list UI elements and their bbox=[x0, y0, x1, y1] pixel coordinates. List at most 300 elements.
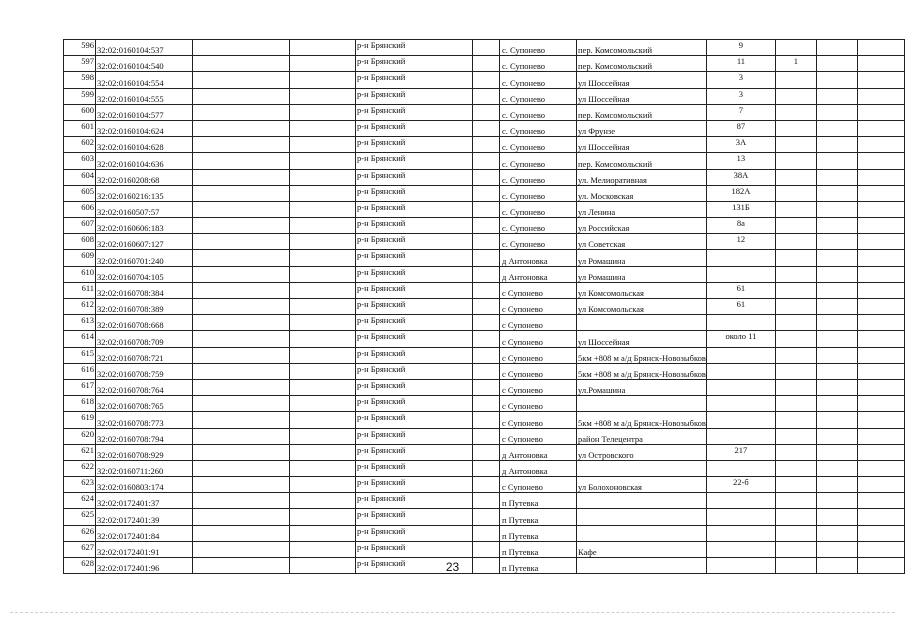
table-row bbox=[64, 379, 905, 395]
empty-cell bbox=[816, 72, 857, 88]
empty-cell bbox=[193, 250, 290, 266]
cadastral-number: 32:02:0160708:794 bbox=[96, 428, 193, 444]
house-number-cell bbox=[706, 396, 775, 412]
empty-cell bbox=[193, 396, 290, 412]
street-cell: ул Комсомольская bbox=[577, 299, 707, 315]
table-row bbox=[64, 299, 905, 315]
empty-cell bbox=[857, 40, 904, 56]
empty-cell bbox=[816, 88, 857, 104]
row-number: 614 bbox=[64, 331, 96, 347]
empty-cell bbox=[290, 347, 356, 363]
cadastral-number: 32:02:0160104:636 bbox=[96, 153, 193, 169]
house-number-cell bbox=[706, 541, 775, 557]
empty-cell bbox=[193, 104, 290, 120]
empty-cell bbox=[193, 234, 290, 250]
empty-cell bbox=[193, 299, 290, 315]
empty-cell bbox=[816, 525, 857, 541]
street-cell: пер. Комсомольский bbox=[577, 104, 707, 120]
row-number: 617 bbox=[64, 379, 96, 395]
quantity-cell bbox=[775, 509, 816, 525]
street-cell: ул Ромашина bbox=[577, 250, 707, 266]
empty-cell bbox=[193, 428, 290, 444]
settlement-cell: с. Супонево bbox=[500, 120, 577, 136]
house-number-cell bbox=[706, 363, 775, 379]
empty-cell bbox=[473, 72, 500, 88]
street-cell: ул Болохоновская bbox=[577, 477, 707, 493]
street-cell: ул Шоссейная bbox=[577, 88, 707, 104]
house-number-cell bbox=[706, 460, 775, 476]
district-cell: р-н Брянский bbox=[356, 525, 473, 541]
row-number: 611 bbox=[64, 282, 96, 298]
empty-cell bbox=[290, 153, 356, 169]
house-number-cell bbox=[706, 379, 775, 395]
empty-cell bbox=[473, 541, 500, 557]
row-number: 598 bbox=[64, 72, 96, 88]
empty-cell bbox=[290, 282, 356, 298]
quantity-cell bbox=[775, 379, 816, 395]
cadastral-number: 32:02:0160104:628 bbox=[96, 137, 193, 153]
house-number-cell bbox=[706, 525, 775, 541]
empty-cell bbox=[857, 169, 904, 185]
quantity-cell bbox=[775, 493, 816, 509]
empty-cell bbox=[857, 201, 904, 217]
quantity-cell bbox=[775, 525, 816, 541]
empty-cell bbox=[193, 201, 290, 217]
table-row bbox=[64, 137, 905, 153]
cadastral-number: 32:02:0160704:105 bbox=[96, 266, 193, 282]
empty-cell bbox=[473, 120, 500, 136]
table-row bbox=[64, 477, 905, 493]
empty-cell bbox=[473, 234, 500, 250]
empty-cell bbox=[193, 331, 290, 347]
row-number: 619 bbox=[64, 412, 96, 428]
street-cell: ул Шоссейная bbox=[577, 137, 707, 153]
empty-cell bbox=[290, 379, 356, 395]
empty-cell bbox=[290, 428, 356, 444]
settlement-cell: с Супонево bbox=[500, 396, 577, 412]
empty-cell bbox=[816, 153, 857, 169]
empty-cell bbox=[193, 88, 290, 104]
empty-cell bbox=[816, 509, 857, 525]
quantity-cell: 1 bbox=[775, 56, 816, 72]
empty-cell bbox=[290, 477, 356, 493]
empty-cell bbox=[193, 266, 290, 282]
table-row bbox=[64, 412, 905, 428]
empty-cell bbox=[816, 379, 857, 395]
cadastral-number: 32:02:0160104:537 bbox=[96, 40, 193, 56]
empty-cell bbox=[290, 218, 356, 234]
settlement-cell: п Путевка bbox=[500, 493, 577, 509]
settlement-cell: п Путевка bbox=[500, 541, 577, 557]
street-cell: 5км +808 м а/д Брянск-Новозыбков bbox=[577, 412, 707, 428]
cadastral-number: 32:02:0172401:84 bbox=[96, 525, 193, 541]
table-row bbox=[64, 460, 905, 476]
cadastral-number: 32:02:0160711:260 bbox=[96, 460, 193, 476]
table-row bbox=[64, 169, 905, 185]
empty-cell bbox=[193, 379, 290, 395]
cadastral-number: 32:02:0160708:773 bbox=[96, 412, 193, 428]
quantity-cell bbox=[775, 282, 816, 298]
row-number: 606 bbox=[64, 201, 96, 217]
empty-cell bbox=[290, 88, 356, 104]
empty-cell bbox=[816, 493, 857, 509]
house-number-cell bbox=[706, 509, 775, 525]
settlement-cell: д Антоновка bbox=[500, 444, 577, 460]
empty-cell bbox=[193, 363, 290, 379]
settlement-cell: с. Супонево bbox=[500, 169, 577, 185]
empty-cell bbox=[193, 40, 290, 56]
empty-cell bbox=[193, 525, 290, 541]
district-cell: р-н Брянский bbox=[356, 477, 473, 493]
row-number: 624 bbox=[64, 493, 96, 509]
empty-cell bbox=[816, 299, 857, 315]
empty-cell bbox=[816, 444, 857, 460]
empty-cell bbox=[473, 444, 500, 460]
empty-cell bbox=[857, 509, 904, 525]
cadastral-number: 32:02:0160708:764 bbox=[96, 379, 193, 395]
empty-cell bbox=[290, 315, 356, 331]
empty-cell bbox=[473, 460, 500, 476]
cadastral-number: 32:02:0160708:765 bbox=[96, 396, 193, 412]
cadastral-number: 32:02:0160104:554 bbox=[96, 72, 193, 88]
street-cell: ул. Московская bbox=[577, 185, 707, 201]
empty-cell bbox=[290, 412, 356, 428]
empty-cell bbox=[193, 477, 290, 493]
house-number-cell bbox=[706, 428, 775, 444]
table-row bbox=[64, 509, 905, 525]
quantity-cell bbox=[775, 120, 816, 136]
quantity-cell bbox=[775, 331, 816, 347]
empty-cell bbox=[473, 104, 500, 120]
row-number: 622 bbox=[64, 460, 96, 476]
settlement-cell: п Путевка bbox=[500, 558, 577, 574]
scan-artifact-line bbox=[10, 612, 895, 613]
settlement-cell: с Супонево bbox=[500, 331, 577, 347]
house-number-cell: 3 bbox=[706, 88, 775, 104]
house-number-cell bbox=[706, 266, 775, 282]
settlement-cell: с. Супонево bbox=[500, 88, 577, 104]
cadastral-number: 32:02:0160208:68 bbox=[96, 169, 193, 185]
empty-cell bbox=[816, 185, 857, 201]
quantity-cell bbox=[775, 153, 816, 169]
empty-cell bbox=[816, 412, 857, 428]
empty-cell bbox=[857, 299, 904, 315]
house-number-cell: 7 bbox=[706, 104, 775, 120]
empty-cell bbox=[193, 218, 290, 234]
table-row bbox=[64, 250, 905, 266]
empty-cell bbox=[290, 493, 356, 509]
district-cell: р-н Брянский bbox=[356, 558, 473, 574]
cadastral-number: 32:02:0160104:624 bbox=[96, 120, 193, 136]
empty-cell bbox=[473, 137, 500, 153]
settlement-cell: п Путевка bbox=[500, 509, 577, 525]
empty-cell bbox=[816, 363, 857, 379]
empty-cell bbox=[473, 201, 500, 217]
settlement-cell: д Антоновка bbox=[500, 460, 577, 476]
district-cell: р-н Брянский bbox=[356, 137, 473, 153]
district-cell: р-н Брянский bbox=[356, 282, 473, 298]
empty-cell bbox=[857, 153, 904, 169]
district-cell: р-н Брянский bbox=[356, 315, 473, 331]
house-number-cell: 11 bbox=[706, 56, 775, 72]
empty-cell bbox=[473, 412, 500, 428]
table-row bbox=[64, 347, 905, 363]
table-row bbox=[64, 88, 905, 104]
street-cell: пер. Комсомольский bbox=[577, 153, 707, 169]
street-cell: ул Комсомольская bbox=[577, 282, 707, 298]
street-cell: ул. Мелиоративная bbox=[577, 169, 707, 185]
empty-cell bbox=[193, 460, 290, 476]
table-row bbox=[64, 153, 905, 169]
row-number: 623 bbox=[64, 477, 96, 493]
empty-cell bbox=[816, 137, 857, 153]
row-number: 604 bbox=[64, 169, 96, 185]
table-row bbox=[64, 363, 905, 379]
land-registry-table bbox=[63, 39, 905, 574]
cadastral-number: 32:02:0160104:540 bbox=[96, 56, 193, 72]
empty-cell bbox=[290, 40, 356, 56]
empty-cell bbox=[816, 218, 857, 234]
empty-cell bbox=[473, 509, 500, 525]
empty-cell bbox=[857, 56, 904, 72]
street-cell: ул Островского bbox=[577, 444, 707, 460]
empty-cell bbox=[816, 541, 857, 557]
empty-cell bbox=[193, 509, 290, 525]
table-row bbox=[64, 234, 905, 250]
district-cell: р-н Брянский bbox=[356, 331, 473, 347]
empty-cell bbox=[193, 153, 290, 169]
settlement-cell: с. Супонево bbox=[500, 137, 577, 153]
district-cell: р-н Брянский bbox=[356, 169, 473, 185]
empty-cell bbox=[290, 56, 356, 72]
settlement-cell: с. Супонево bbox=[500, 218, 577, 234]
empty-cell bbox=[473, 315, 500, 331]
quantity-cell bbox=[775, 234, 816, 250]
empty-cell bbox=[857, 412, 904, 428]
cadastral-number: 32:02:0172401:91 bbox=[96, 541, 193, 557]
empty-cell bbox=[857, 88, 904, 104]
empty-cell bbox=[857, 250, 904, 266]
settlement-cell: с. Супонево bbox=[500, 40, 577, 56]
table-row bbox=[64, 185, 905, 201]
empty-cell bbox=[857, 428, 904, 444]
table-row bbox=[64, 120, 905, 136]
street-cell bbox=[577, 509, 707, 525]
settlement-cell: с Супонево bbox=[500, 412, 577, 428]
table-row bbox=[64, 444, 905, 460]
row-number: 602 bbox=[64, 137, 96, 153]
settlement-cell: д Антоновка bbox=[500, 266, 577, 282]
house-number-cell: 87 bbox=[706, 120, 775, 136]
row-number: 618 bbox=[64, 396, 96, 412]
empty-cell bbox=[857, 525, 904, 541]
quantity-cell bbox=[775, 428, 816, 444]
empty-cell bbox=[857, 315, 904, 331]
house-number-cell: 182А bbox=[706, 185, 775, 201]
cadastral-number: 32:02:0160104:577 bbox=[96, 104, 193, 120]
house-number-cell: 13 bbox=[706, 153, 775, 169]
table-row bbox=[64, 266, 905, 282]
settlement-cell: с. Супонево bbox=[500, 104, 577, 120]
empty-cell bbox=[290, 460, 356, 476]
house-number-cell bbox=[706, 315, 775, 331]
row-number: 599 bbox=[64, 88, 96, 104]
empty-cell bbox=[816, 201, 857, 217]
house-number-cell: 3А bbox=[706, 137, 775, 153]
empty-cell bbox=[816, 250, 857, 266]
empty-cell bbox=[290, 444, 356, 460]
table-row bbox=[64, 104, 905, 120]
table-row bbox=[64, 493, 905, 509]
empty-cell bbox=[857, 104, 904, 120]
district-cell: р-н Брянский bbox=[356, 509, 473, 525]
quantity-cell bbox=[775, 250, 816, 266]
settlement-cell: с Супонево bbox=[500, 363, 577, 379]
street-cell: 5км +808 м а/д Брянск-Новозыбков bbox=[577, 347, 707, 363]
empty-cell bbox=[816, 315, 857, 331]
street-cell bbox=[577, 493, 707, 509]
street-cell: ул Ленина bbox=[577, 201, 707, 217]
quantity-cell bbox=[775, 412, 816, 428]
quantity-cell bbox=[775, 315, 816, 331]
row-number: 620 bbox=[64, 428, 96, 444]
empty-cell bbox=[290, 104, 356, 120]
empty-cell bbox=[193, 315, 290, 331]
settlement-cell: с. Супонево bbox=[500, 201, 577, 217]
street-cell: Кафе bbox=[577, 541, 707, 557]
empty-cell bbox=[857, 120, 904, 136]
district-cell: р-н Брянский bbox=[356, 234, 473, 250]
table-body bbox=[64, 40, 905, 574]
street-cell bbox=[577, 315, 707, 331]
empty-cell bbox=[857, 234, 904, 250]
house-number-cell: около 11 bbox=[706, 331, 775, 347]
settlement-cell: с. Супонево bbox=[500, 56, 577, 72]
house-number-cell: 3 bbox=[706, 72, 775, 88]
settlement-cell: с Супонево bbox=[500, 299, 577, 315]
settlement-cell: п Путевка bbox=[500, 525, 577, 541]
empty-cell bbox=[193, 541, 290, 557]
quantity-cell bbox=[775, 72, 816, 88]
cadastral-number: 32:02:0172401:39 bbox=[96, 509, 193, 525]
house-number-cell: 61 bbox=[706, 282, 775, 298]
empty-cell bbox=[857, 72, 904, 88]
empty-cell bbox=[193, 185, 290, 201]
row-number: 601 bbox=[64, 120, 96, 136]
empty-cell bbox=[816, 396, 857, 412]
house-number-cell: 38А bbox=[706, 169, 775, 185]
empty-cell bbox=[816, 282, 857, 298]
empty-cell bbox=[193, 493, 290, 509]
empty-cell bbox=[193, 347, 290, 363]
house-number-cell: 22-б bbox=[706, 477, 775, 493]
table-row bbox=[64, 541, 905, 557]
street-cell: ул Ромашина bbox=[577, 266, 707, 282]
empty-cell bbox=[857, 266, 904, 282]
street-cell: пер. Комсомольский bbox=[577, 56, 707, 72]
quantity-cell bbox=[775, 185, 816, 201]
empty-cell bbox=[857, 218, 904, 234]
row-number: 612 bbox=[64, 299, 96, 315]
quantity-cell bbox=[775, 347, 816, 363]
empty-cell bbox=[473, 379, 500, 395]
street-cell: ул Шоссейная bbox=[577, 72, 707, 88]
empty-cell bbox=[857, 396, 904, 412]
empty-cell bbox=[193, 137, 290, 153]
empty-cell bbox=[193, 412, 290, 428]
settlement-cell: с Супонево bbox=[500, 282, 577, 298]
empty-cell bbox=[857, 477, 904, 493]
table-row bbox=[64, 72, 905, 88]
quantity-cell bbox=[775, 137, 816, 153]
district-cell: р-н Брянский bbox=[356, 104, 473, 120]
quantity-cell bbox=[775, 299, 816, 315]
row-number: 596 bbox=[64, 40, 96, 56]
empty-cell bbox=[473, 218, 500, 234]
empty-cell bbox=[816, 104, 857, 120]
district-cell: р-н Брянский bbox=[356, 88, 473, 104]
district-cell: р-н Брянский bbox=[356, 201, 473, 217]
cadastral-number: 32:02:0160708:759 bbox=[96, 363, 193, 379]
table-row bbox=[64, 525, 905, 541]
cadastral-number: 32:02:0160708:929 bbox=[96, 444, 193, 460]
settlement-cell: с. Супонево bbox=[500, 234, 577, 250]
empty-cell bbox=[857, 282, 904, 298]
empty-cell bbox=[473, 250, 500, 266]
empty-cell bbox=[473, 282, 500, 298]
row-number: 605 bbox=[64, 185, 96, 201]
cadastral-number: 32:02:0160216:135 bbox=[96, 185, 193, 201]
row-number: 616 bbox=[64, 363, 96, 379]
district-cell: р-н Брянский bbox=[356, 250, 473, 266]
table-row bbox=[64, 201, 905, 217]
district-cell: р-н Брянский bbox=[356, 396, 473, 412]
empty-cell bbox=[857, 137, 904, 153]
district-cell: р-н Брянский bbox=[356, 120, 473, 136]
district-cell: р-н Брянский bbox=[356, 493, 473, 509]
district-cell: р-н Брянский bbox=[356, 40, 473, 56]
district-cell: р-н Брянский bbox=[356, 363, 473, 379]
settlement-cell: с Супонево bbox=[500, 428, 577, 444]
house-number-cell bbox=[706, 493, 775, 509]
cadastral-number: 32:02:0160803:174 bbox=[96, 477, 193, 493]
district-cell: р-н Брянский bbox=[356, 153, 473, 169]
quantity-cell bbox=[775, 266, 816, 282]
quantity-cell bbox=[775, 444, 816, 460]
empty-cell bbox=[857, 541, 904, 557]
row-number: 621 bbox=[64, 444, 96, 460]
settlement-cell: д Антоновка bbox=[500, 250, 577, 266]
settlement-cell: с. Супонево bbox=[500, 185, 577, 201]
cadastral-number: 32:02:0160708:709 bbox=[96, 331, 193, 347]
settlement-cell: с Супонево bbox=[500, 379, 577, 395]
empty-cell bbox=[193, 56, 290, 72]
empty-cell bbox=[816, 266, 857, 282]
empty-cell bbox=[857, 331, 904, 347]
empty-cell bbox=[816, 234, 857, 250]
empty-cell bbox=[816, 169, 857, 185]
table-row bbox=[64, 218, 905, 234]
row-number: 627 bbox=[64, 541, 96, 557]
row-number: 603 bbox=[64, 153, 96, 169]
table-row bbox=[64, 282, 905, 298]
street-cell: район Телецентра bbox=[577, 428, 707, 444]
district-cell: р-н Брянский bbox=[356, 299, 473, 315]
table-row bbox=[64, 40, 905, 56]
district-cell: р-н Брянский bbox=[356, 444, 473, 460]
house-number-cell: 8а bbox=[706, 218, 775, 234]
empty-cell bbox=[290, 363, 356, 379]
